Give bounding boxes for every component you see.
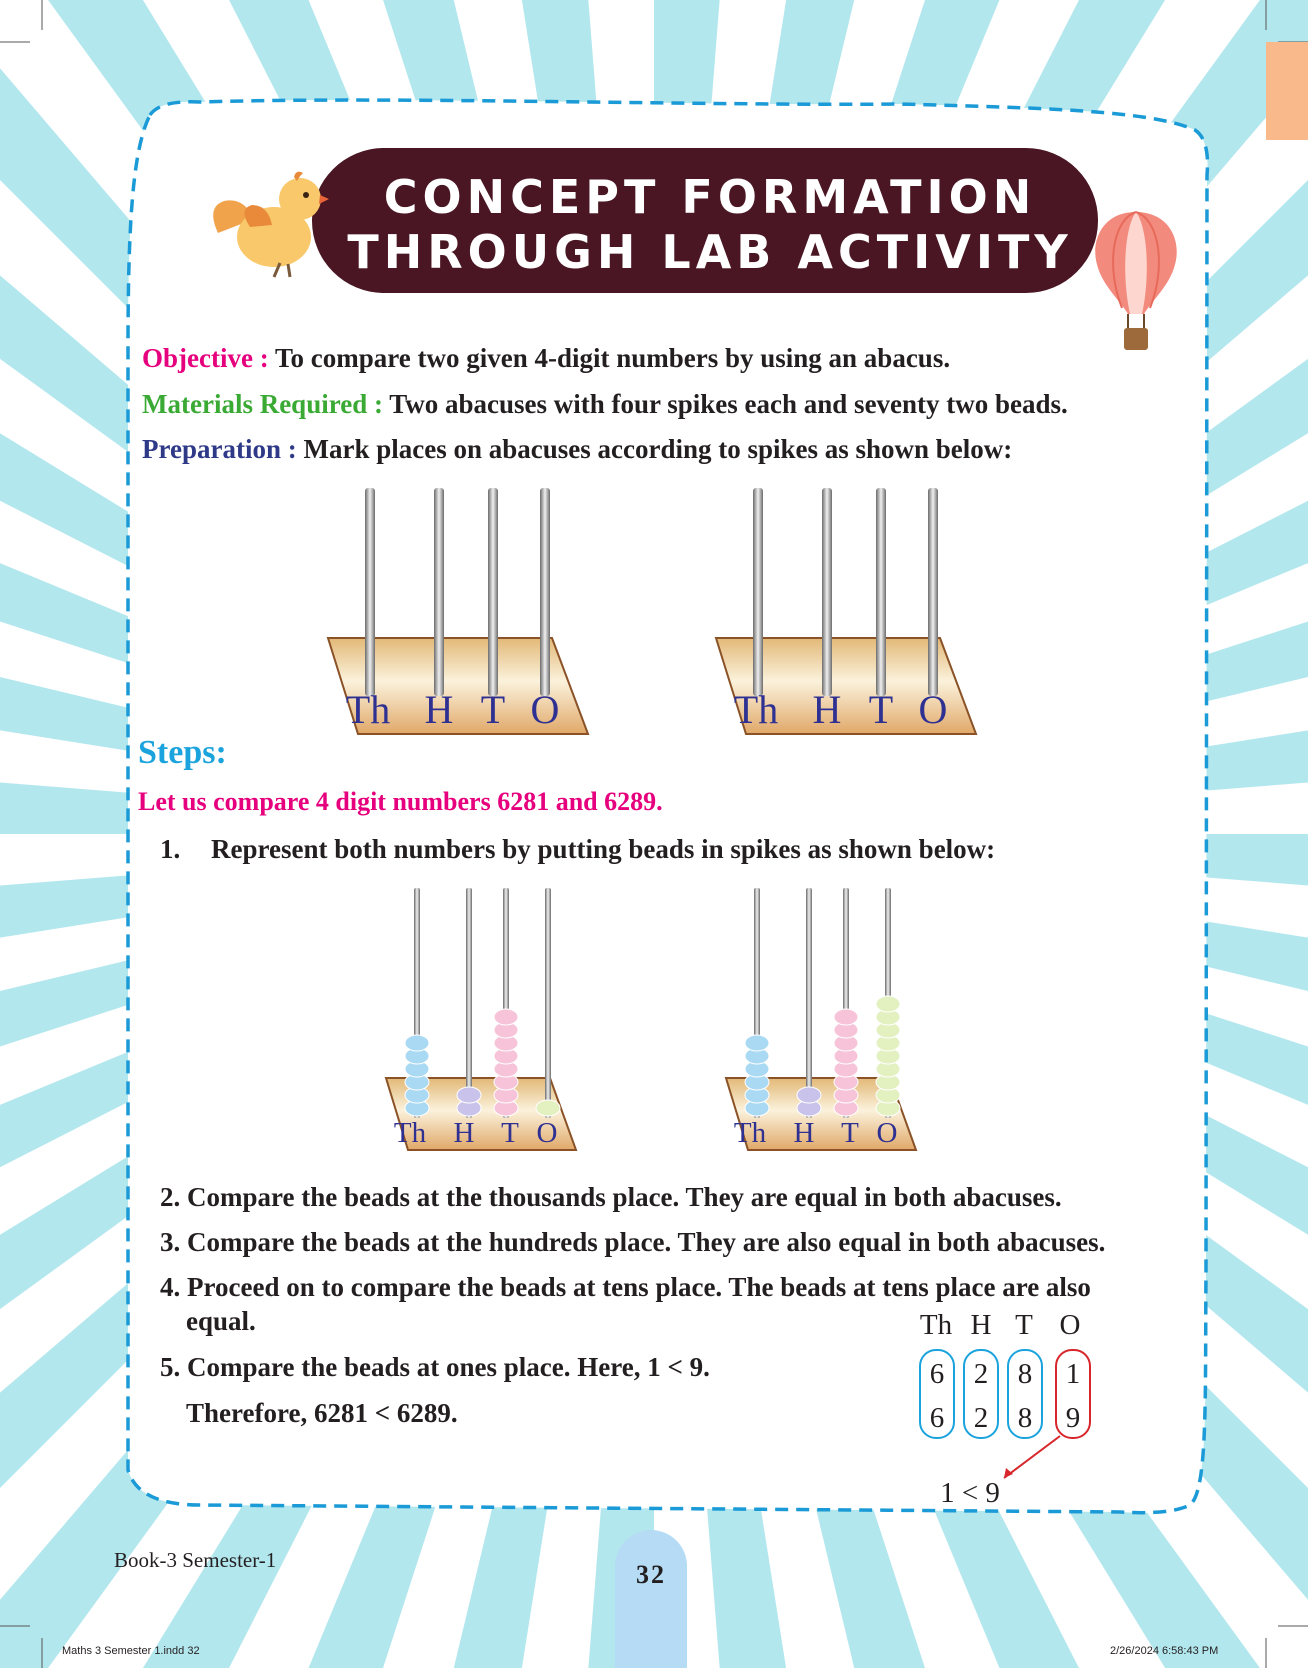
step-1-number: 1. bbox=[160, 834, 181, 864]
pv-header-t: T bbox=[1015, 1309, 1033, 1341]
conclusion: Therefore, 6281 < 6289. bbox=[186, 1398, 458, 1428]
title-line-1: CONCEPT FORMATION bbox=[383, 170, 1037, 224]
comparison-result: 1 < 9 bbox=[940, 1477, 1000, 1509]
place-label-o: O bbox=[918, 687, 948, 732]
place-label-h: H bbox=[812, 687, 842, 732]
steps-heading: Steps: bbox=[138, 734, 227, 771]
pv-header-h: H bbox=[970, 1309, 992, 1341]
edge-tab bbox=[1266, 42, 1308, 140]
slug-file: Maths 3 Semester 1.indd 32 bbox=[62, 1645, 200, 1657]
preparation-label: Preparation : bbox=[142, 434, 297, 464]
objective-label: Objective : bbox=[142, 343, 269, 373]
place-label-o: O bbox=[530, 687, 560, 732]
pv-row2-t: 8 bbox=[1017, 1402, 1033, 1434]
place-label-h: H bbox=[453, 1117, 475, 1149]
step-5: 5. Compare the beads at ones place. Here, 1 < 9. bbox=[160, 1352, 710, 1382]
step-4-line-1: 4. Proceed on to compare the beads at tens place. The beads at tens place are also bbox=[160, 1272, 1091, 1302]
place-label-t: T bbox=[841, 1117, 859, 1149]
place-label-th: Th bbox=[733, 1117, 767, 1149]
place-label-t: T bbox=[868, 687, 894, 732]
objective-text: To compare two given 4-digit numbers by using an abacus. bbox=[274, 343, 951, 373]
pv-row2-h: 2 bbox=[973, 1402, 989, 1434]
step-2: 2. Compare the beads at the thousands place. They are equal in both abacuses. bbox=[160, 1182, 1062, 1212]
pv-header-o: O bbox=[1059, 1309, 1081, 1341]
pv-row2-th: 6 bbox=[929, 1402, 945, 1434]
place-label-t: T bbox=[480, 687, 506, 732]
step-1-text: Represent both numbers by putting beads in spikes as shown below: bbox=[211, 834, 996, 864]
place-label-th: Th bbox=[393, 1117, 427, 1149]
book-label: Book-3 Semester-1 bbox=[114, 1548, 277, 1572]
pv-header-th: Th bbox=[919, 1309, 953, 1341]
pv-row1-o: 1 bbox=[1065, 1358, 1081, 1390]
page-number: 32 bbox=[636, 1560, 666, 1589]
place-label-h: H bbox=[793, 1117, 815, 1149]
place-label-o: O bbox=[536, 1117, 558, 1149]
step-4-line-2: equal. bbox=[186, 1306, 256, 1336]
place-label-t: T bbox=[501, 1117, 519, 1149]
materials-text: Two abacuses with four spikes each and seventy two beads. bbox=[389, 389, 1068, 419]
pv-row1-th: 6 bbox=[929, 1358, 945, 1390]
pv-row1-h: 2 bbox=[973, 1358, 989, 1390]
place-label-th: Th bbox=[345, 687, 391, 732]
pv-row1-t: 8 bbox=[1017, 1358, 1033, 1390]
place-label-h: H bbox=[424, 687, 454, 732]
slug-date: 2/26/2024 6:58:43 PM bbox=[1110, 1645, 1219, 1657]
step-3: 3. Compare the beads at the hundreds place. They are also equal in both abacuses. bbox=[160, 1227, 1106, 1257]
preparation-text: Mark places on abacuses according to spikes as shown below: bbox=[303, 434, 1013, 464]
compare-instruction: Let us compare 4 digit numbers 6281 and 6289. bbox=[138, 787, 663, 816]
materials-label: Materials Required : bbox=[142, 389, 383, 419]
title-line-2: THROUGH LAB ACTIVITY bbox=[347, 225, 1073, 279]
place-label-o: O bbox=[876, 1117, 898, 1149]
place-label-th: Th bbox=[733, 687, 779, 732]
pv-row2-o: 9 bbox=[1065, 1402, 1081, 1434]
